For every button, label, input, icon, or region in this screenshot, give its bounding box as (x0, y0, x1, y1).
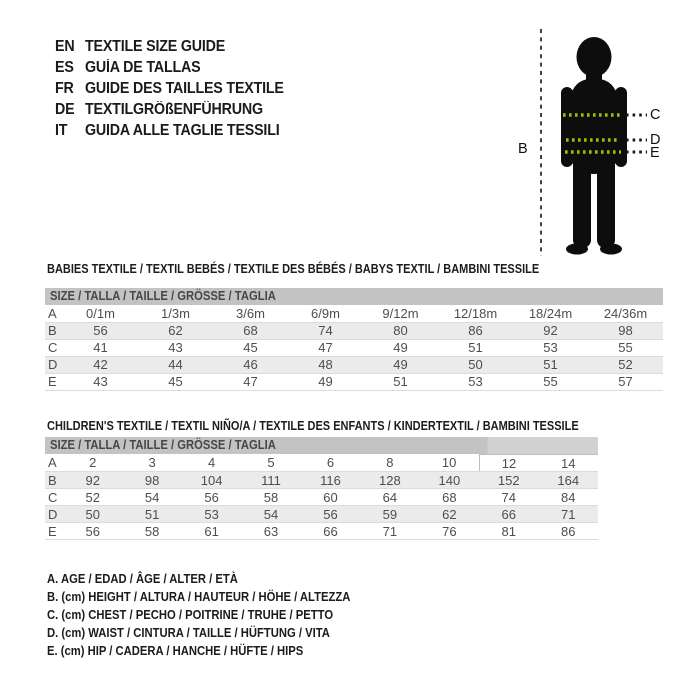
size-cell: 2 (63, 455, 122, 472)
size-cell: 50 (438, 356, 513, 373)
size-cell: 48 (288, 356, 363, 373)
children-size-header-bar: SIZE / TALLA / TAILLE / GRÖSSE / TAGLIA (45, 437, 598, 454)
size-cell: 49 (363, 339, 438, 356)
size-cell: 60 (301, 489, 360, 506)
language-code: FR (55, 79, 74, 97)
size-row-B (45, 322, 663, 339)
language-title: GUIDE DES TAILLES TEXTILE (85, 79, 284, 97)
row-label: E (45, 523, 63, 540)
language-code: ES (55, 58, 74, 76)
size-row-E (45, 523, 598, 540)
height-label: B (518, 141, 528, 157)
size-cell: 12 (479, 455, 538, 472)
size-row-B (45, 472, 598, 489)
size-cell: 140 (420, 472, 479, 489)
size-cell: 98 (122, 472, 181, 489)
size-cell: 50 (63, 506, 122, 523)
babies-size-header-bar: SIZE / TALLA / TAILLE / GRÖSSE / TAGLIA (45, 288, 663, 305)
size-cell: 128 (360, 472, 419, 489)
size-cell: 43 (138, 339, 213, 356)
size-cell: 52 (63, 489, 122, 506)
size-cell: 4 (182, 455, 241, 472)
children-size-table (45, 454, 598, 540)
size-cell: 71 (539, 506, 599, 523)
size-cell: 41 (63, 339, 138, 356)
size-cell: 42 (63, 356, 138, 373)
size-cell: 56 (182, 489, 241, 506)
size-cell: 116 (301, 472, 360, 489)
size-row-D (45, 506, 598, 523)
size-cell: 80 (363, 322, 438, 339)
size-cell: 52 (588, 356, 663, 373)
size-cell: 84 (539, 489, 599, 506)
babies-size-table (45, 305, 663, 391)
size-cell: 54 (241, 506, 300, 523)
size-cell: 1/3m (138, 305, 213, 322)
size-cell: 56 (63, 322, 138, 339)
size-cell: 6/9m (288, 305, 363, 322)
size-cell: 64 (360, 489, 419, 506)
row-label: C (45, 339, 63, 356)
hip-label: E (650, 145, 660, 161)
legend-line-chest: C. (cm) CHEST / PECHO / POITRINE / TRUHE / PETTO (47, 608, 334, 622)
size-cell: 98 (588, 322, 663, 339)
language-code: IT (55, 121, 68, 139)
size-cell: 49 (363, 356, 438, 373)
row-label: D (45, 506, 63, 523)
measurement-legend (47, 570, 384, 660)
size-row-D (45, 356, 663, 373)
size-cell: 92 (513, 322, 588, 339)
size-cell: 51 (363, 373, 438, 390)
size-cell: 54 (122, 489, 181, 506)
size-row-C (45, 339, 663, 356)
legend-line-age: A. AGE / EDAD / ÂGE / ALTER / ETÀ (47, 572, 238, 586)
chest-label: C (650, 107, 661, 123)
size-cell: 51 (513, 356, 588, 373)
size-cell: 18/24m (513, 305, 588, 322)
size-cell: 81 (479, 523, 538, 540)
size-cell: 10 (420, 455, 479, 472)
size-cell: 24/36m (588, 305, 663, 322)
size-row-C (45, 489, 598, 506)
size-cell: 47 (288, 339, 363, 356)
size-cell: 49 (288, 373, 363, 390)
babies-section-title: BABIES TEXTILE / TEXTIL BEBÉS / TEXTILE DES BÉBÉS / BABYS TEXTIL / BAMBINI TESSILE (47, 262, 540, 276)
size-cell: 3 (122, 455, 181, 472)
size-cell: 63 (241, 523, 300, 540)
size-row-A (45, 305, 663, 322)
size-cell: 53 (438, 373, 513, 390)
legend-line-hip: E. (cm) HIP / CADERA / HANCHE / HÜFTE / HIPS (47, 644, 304, 658)
size-row-E (45, 373, 663, 390)
size-cell: 68 (213, 322, 288, 339)
size-cell: 0/1m (63, 305, 138, 322)
row-label: B (45, 472, 63, 489)
child-silhouette (561, 37, 627, 255)
size-cell: 86 (438, 322, 513, 339)
size-cell: 6 (301, 455, 360, 472)
language-title: GUIDA ALLE TAGLIE TESSILI (85, 121, 280, 139)
size-cell: 76 (420, 523, 479, 540)
size-cell: 86 (539, 523, 599, 540)
language-list (55, 36, 301, 141)
size-cell: 55 (513, 373, 588, 390)
size-cell: 51 (438, 339, 513, 356)
size-cell: 45 (138, 373, 213, 390)
measurement-figure (500, 25, 675, 260)
size-cell: 62 (420, 506, 479, 523)
size-cell: 58 (241, 489, 300, 506)
language-title: TEXTILE SIZE GUIDE (85, 37, 226, 55)
row-label: D (45, 356, 63, 373)
size-cell: 164 (539, 472, 599, 489)
size-cell: 53 (182, 506, 241, 523)
size-cell: 3/6m (213, 305, 288, 322)
language-row-es (55, 57, 301, 78)
size-cell: 5 (241, 455, 300, 472)
size-cell: 56 (63, 523, 122, 540)
size-cell: 58 (122, 523, 181, 540)
size-cell: 104 (182, 472, 241, 489)
size-cell: 53 (513, 339, 588, 356)
size-cell: 9/12m (363, 305, 438, 322)
row-label: E (45, 373, 63, 390)
size-cell: 45 (213, 339, 288, 356)
language-row-de (55, 99, 301, 120)
size-cell: 8 (360, 455, 419, 472)
size-cell: 71 (360, 523, 419, 540)
row-label: B (45, 322, 63, 339)
size-cell: 12/18m (438, 305, 513, 322)
language-title: TEXTILGRÖßENFÜHRUNG (85, 100, 263, 118)
row-label: C (45, 489, 63, 506)
size-cell: 152 (479, 472, 538, 489)
size-cell: 62 (138, 322, 213, 339)
size-cell: 92 (63, 472, 122, 489)
size-cell: 51 (122, 506, 181, 523)
size-cell: 56 (301, 506, 360, 523)
size-cell: 111 (241, 472, 300, 489)
size-cell: 44 (138, 356, 213, 373)
size-row-A (45, 455, 598, 472)
size-cell: 61 (182, 523, 241, 540)
language-row-it (55, 120, 301, 141)
size-cell: 43 (63, 373, 138, 390)
language-code: EN (55, 37, 75, 55)
size-cell: 66 (301, 523, 360, 540)
waist-label: D (650, 132, 661, 148)
size-cell: 68 (420, 489, 479, 506)
language-code: DE (55, 100, 75, 118)
size-cell: 59 (360, 506, 419, 523)
language-title: GUÍA DE TALLAS (85, 58, 201, 76)
language-row-fr (55, 78, 301, 99)
size-cell: 74 (288, 322, 363, 339)
size-cell: 46 (213, 356, 288, 373)
size-cell: 55 (588, 339, 663, 356)
legend-line-waist: D. (cm) WAIST / CINTURA / TAILLE / HÜFTUNG / VITA (47, 626, 330, 640)
size-cell: 14 (539, 455, 599, 472)
row-label: A (45, 455, 63, 472)
children-section-title: CHILDREN'S TEXTILE / TEXTIL NIÑO/A / TEXTILE DES ENFANTS / KINDERTEXTIL / BAMBINI TESSILE (47, 419, 579, 433)
legend-line-height: B. (cm) HEIGHT / ALTURA / HAUTEUR / HÖHE / ALTEZZA (47, 590, 351, 604)
language-row-en (55, 36, 301, 57)
row-label: A (45, 305, 63, 322)
size-cell: 47 (213, 373, 288, 390)
size-cell: 74 (479, 489, 538, 506)
size-cell: 66 (479, 506, 538, 523)
size-cell: 57 (588, 373, 663, 390)
